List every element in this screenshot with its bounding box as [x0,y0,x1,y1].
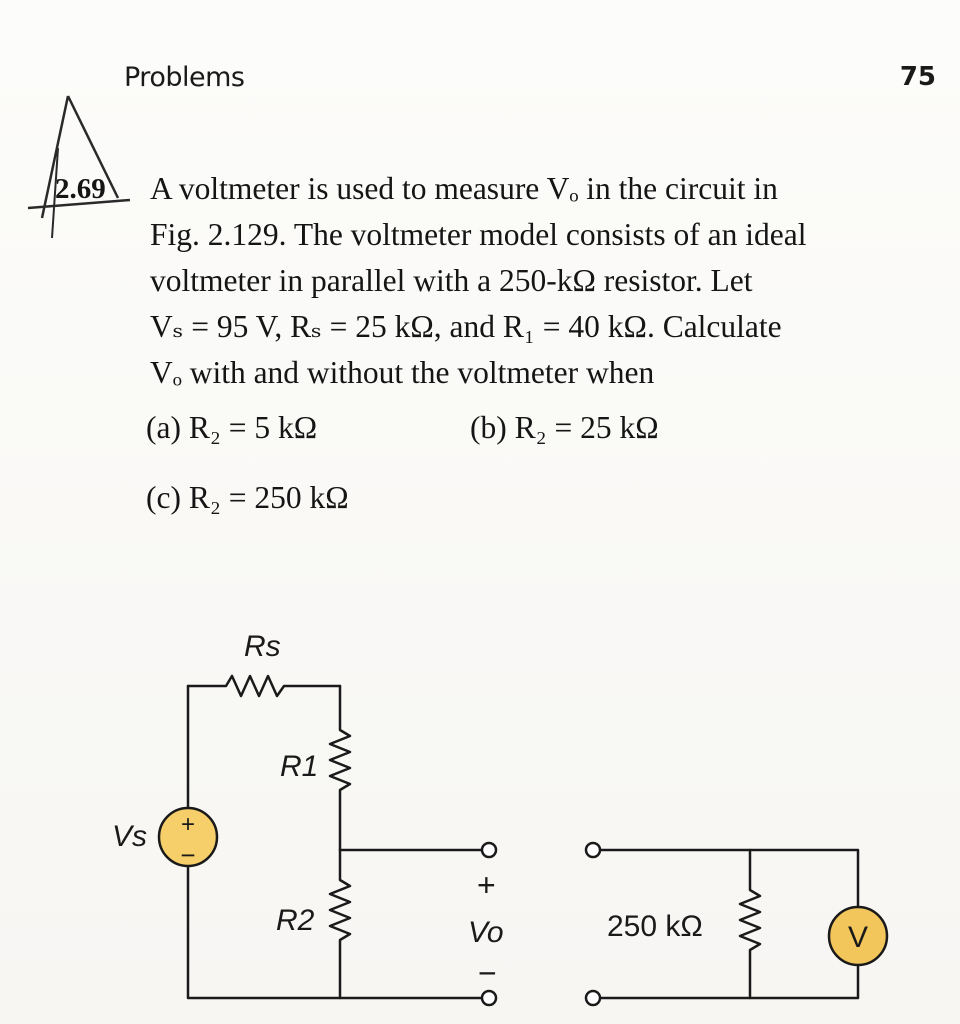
problem-line: voltmeter in parallel with a 250-kΩ resistor. Let [150,263,753,298]
vs-label: Vs [112,820,148,853]
meter-resistor-label: 250 kΩ [607,910,703,943]
part-b: (b) R₂ = 25 kΩ [470,410,659,445]
svg-text:−: − [180,840,196,870]
r1-label: R1 [280,750,319,783]
problem-line: Fig. 2.129. The voltmeter model consists of an ideal [150,217,807,252]
circuit-diagram [0,600,960,1024]
voltmeter-label: V [847,921,869,954]
terminal-icon [482,991,496,1005]
page-number: 75 [899,62,936,92]
vo-label: Vo [468,916,504,949]
problem-line: A voltmeter is used to measure Vₒ in the circuit in [150,171,778,206]
r2-label: R2 [276,904,315,937]
vo-minus: − [478,955,497,991]
terminal-icon [586,843,600,857]
part-c: (c) R₂ = 250 kΩ [146,480,349,515]
problem-statement [150,166,940,396]
rs-label: Rs [244,630,281,663]
terminal-icon [586,991,600,1005]
part-a: (a) R₂ = 5 kΩ [146,410,318,445]
section-header: Problems [124,62,245,93]
problem-line: Vₛ = 95 V, Rₛ = 25 kΩ, and R₁ = 40 kΩ. Calculate [150,309,782,344]
vo-plus: + [477,867,496,903]
problem-number: 2.69 [55,173,106,205]
terminal-icon [482,843,496,857]
problem-line: Vₒ with and without the voltmeter when [150,355,655,390]
svg-text:+: + [180,811,196,838]
